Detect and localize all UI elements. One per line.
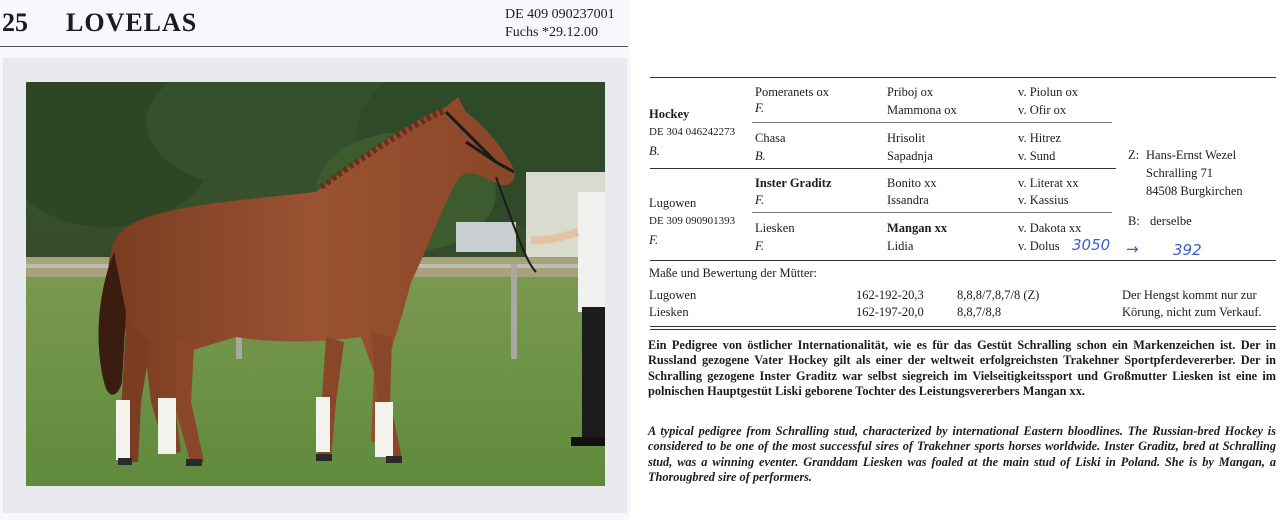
measures-mare-name: Lugowen <box>649 288 697 302</box>
gen3-sire: v. Dolus <box>1018 239 1060 253</box>
gen3-sire: v. Piolun ox <box>1018 85 1078 99</box>
gen3-name: Mammona ox <box>887 103 957 117</box>
left-page <box>0 0 630 520</box>
pedigree-top-rule <box>650 77 1276 78</box>
owner-label: B: <box>1128 214 1140 228</box>
dam-sire-sex: F. <box>755 193 765 207</box>
description-german: Ein Pedigree von östlicher Internationalität, wie es für das Gestüt Schralling schon ein Markenzeichen ist. Der in Russland gezogene Vater Hockey gilt als einer der weltweit erfolgreichsten Trakehner Sportpferdevererber. Der in Schralling gezogene Inster Graditz war selbst siegreich im Vielseitigkeitssport und Großmutter Liesken ist eine im polnischen Hauptgestüt Liski geborene Tochter des Leistungsvererbers Mangan xx. <box>648 338 1276 399</box>
horse-photo-image <box>26 82 605 486</box>
breeder-name: Hans-Ernst Wezel <box>1146 148 1237 162</box>
gen3-name: Bonito xx <box>887 176 937 190</box>
sire-reg: DE 304 046242273 <box>649 126 736 138</box>
measures-heading: Maße und Bewertung der Mütter: <box>649 266 818 280</box>
dam-reg: DE 309 090901393 <box>649 215 736 227</box>
sire-sex: B. <box>649 144 660 158</box>
handwritten-arrow: → <box>1126 240 1139 258</box>
pedigree-rule <box>752 122 1112 123</box>
sire-dam-name: Chasa <box>755 131 786 145</box>
pedigree-rule <box>752 212 1112 213</box>
right-page <box>632 0 1280 520</box>
measures-bottom-rule <box>650 329 1276 330</box>
sire-sire-sex: F. <box>755 101 765 115</box>
measures-mare-name: Liesken <box>649 305 689 319</box>
sale-note: Körung, nicht zum Verkauf. <box>1122 305 1262 319</box>
dam-sex: F. <box>649 233 659 247</box>
handwritten-note: 392 <box>1173 241 1202 259</box>
gen3-sire: v. Dakota xx <box>1018 221 1082 235</box>
owner-name: derselbe <box>1150 214 1192 228</box>
color-birth-date: Fuchs *29.12.00 <box>505 25 598 40</box>
lot-number: 25 <box>2 8 28 37</box>
sire-name: Hockey <box>649 107 690 121</box>
gen3-name: Mangan xx <box>887 221 948 235</box>
breeder-label: Z: <box>1128 148 1140 162</box>
measures-bottom-rule <box>650 326 1276 327</box>
breeder-street: Schralling 71 <box>1146 166 1214 180</box>
gen3-name: Issandra <box>887 193 929 207</box>
registration-number: DE 409 090237001 <box>505 7 615 22</box>
horse-name: LOVELAS <box>66 8 198 37</box>
dam-name: Lugowen <box>649 196 697 210</box>
dam-dam-sex: F. <box>755 239 765 253</box>
gen3-sire: v. Sund <box>1018 149 1056 163</box>
gen3-sire: v. Kassius <box>1018 193 1069 207</box>
gen3-sire: v. Hitrez <box>1018 131 1061 145</box>
dam-dam-name: Liesken <box>755 221 795 235</box>
gen3-name: Priboj ox <box>887 85 934 99</box>
measures-scores: 8,8,7/8,8 <box>957 305 1002 319</box>
pedigree-bottom-rule <box>650 260 1276 261</box>
sire-dam-sex: B. <box>755 149 766 163</box>
measures-size: 162-197-20,0 <box>856 305 924 319</box>
header-divider <box>0 46 628 47</box>
description-english: A typical pedigree from Schralling stud, characterized by international Eastern bloodlines. The Russian-bred Hockey is considered to be one of the most successful sires of Trakehner sports horses worldwide. Inster Graditz, bred at Schralling stud, was a winning eventer. Granddam Liesken was foaled at the main stud of Liski in Poland. She is by Mangan, a Thorougbred sire of performers. <box>648 424 1276 485</box>
pedigree-rule <box>650 168 1116 169</box>
gen3-name: Hrisolit <box>887 131 926 145</box>
gen3-name: Sapadnja <box>887 149 933 163</box>
handwritten-note: 3050 <box>1072 236 1111 254</box>
breeder-city: 84508 Burgkirchen <box>1146 184 1243 198</box>
measures-size: 162-192-20,3 <box>856 288 924 302</box>
gen3-sire: v. Ofir ox <box>1018 103 1067 117</box>
measures-scores: 8,8,8/7,8,7/8 (Z) <box>957 288 1040 302</box>
sire-sire-name: Pomeranets ox <box>755 85 829 99</box>
gen3-sire: v. Literat xx <box>1018 176 1079 190</box>
sale-note: Der Hengst kommt nur zur <box>1122 288 1257 302</box>
dam-sire-name: Inster Graditz <box>755 176 832 190</box>
gen3-name: Lidia <box>887 239 914 253</box>
horse-photo <box>26 82 605 486</box>
